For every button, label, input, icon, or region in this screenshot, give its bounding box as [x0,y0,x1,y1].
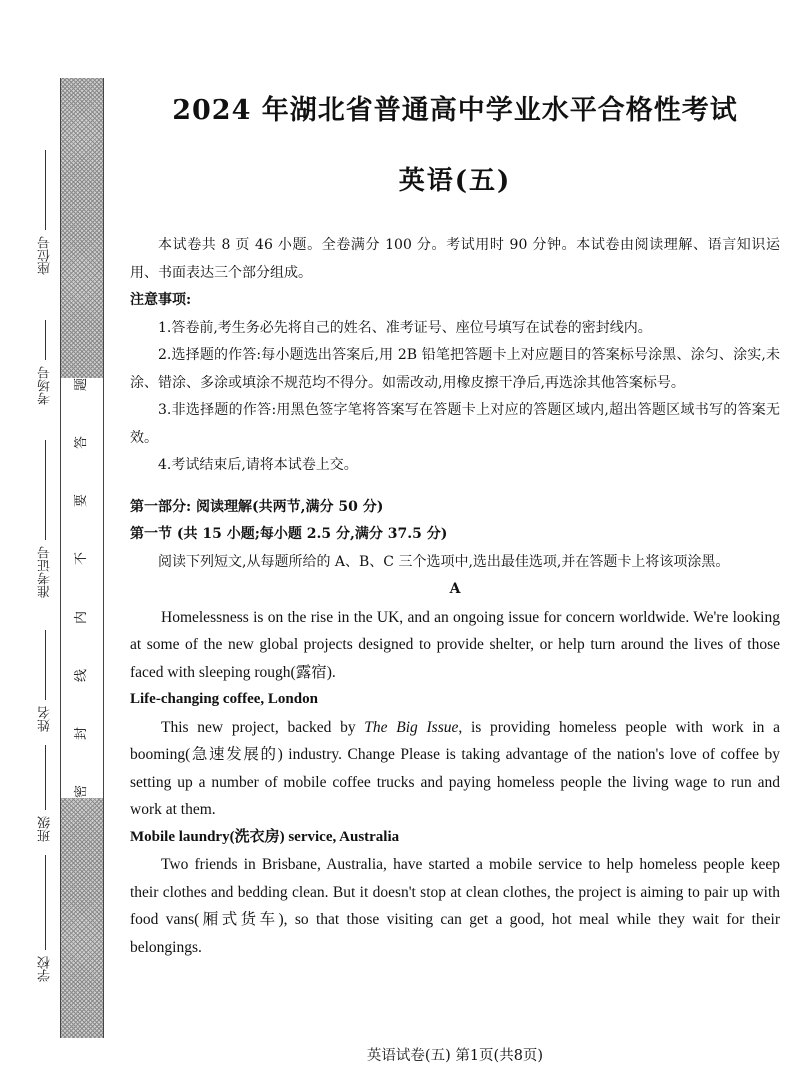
passage-paragraph: Homelessness is on the rise in the UK, and an ongoing issue for concern worldwide. We're looking at some of the new global projects designed to provide shelter, or help turn around the lives of those faced with sleeping rough(露宿). [130,608,780,681]
school-label: 学校 [37,956,53,982]
passage-paragraph [130,714,780,824]
seal-char: 内 [74,610,90,624]
section1-heading: 第一节 (共 15 小题;每小题 2.5 分,满分 37.5 分) [130,526,448,542]
intro-paragraph: 本试卷共 8 页 46 小题。全卷满分 100 分。考试用时 90 分钟。本试卷由阅读理解、语言知识运用、书面表达三个部分组成。 [130,237,780,281]
note-item: 1.答卷前,考生务必先将自己的姓名、准考证号、座位号填写在试卷的密封线内。 [158,319,652,336]
exam-room-line [45,320,46,360]
name-line [45,630,46,700]
paragraph-text: This new project, backed by [161,718,365,736]
page-title: 2024 年湖北省普通高中学业水平合格性考试 [172,95,738,126]
school-field [30,855,60,985]
seal-hatch-bottom [61,798,103,1038]
name-field [30,630,60,735]
note-item: 2.选择题的作答:每小题选出答案后,用 2B 铅笔把答题卡上对应题目的答案标号涂黑、涂匀、涂实,未涂、错涂、多涂或填涂不规范均不得分。如需改动,用橡皮擦干净后,再选涂其他答案标号。 [130,347,780,391]
seat-number-label: 座位号 [37,236,53,275]
admission-number-field [30,440,60,625]
seal-char: 不 [74,552,90,566]
section1-instruction: 阅读下列短文,从每题所给的 A、B、C 三个选项中,选出最佳选项,并在答题卡上将该项涂黑。 [158,553,730,570]
passage-label: A [449,581,461,597]
seal-char: 封 [74,726,90,740]
seal-warning [61,378,103,798]
notes-heading: 注意事项: [130,292,192,308]
class-field [30,745,60,845]
exam-room-label: 考场号 [37,366,53,405]
paragraph-text: , is providing homeless people with work in a booming(急速发展的) industry. Change Please is taking advantage of the nation's love of coffee by setting up a number of mobile coffee trucks and paying homeless people the living wage to run and work at them. [130,718,780,818]
admission-number-label: 准考证号 [37,546,53,598]
seal-char: 密 [74,784,90,798]
seal-char: 题 [74,377,90,392]
class-label: 班级 [37,816,53,842]
exam-room-field [30,320,60,430]
page-body [130,232,780,961]
passage-subheading: Life-changing coffee, London [130,691,318,707]
seal-band [60,78,104,1038]
part1-heading: 第一部分: 阅读理解(共两节,满分 50 分) [130,498,384,515]
page-subtitle: 英语(五) [398,166,512,196]
class-line [45,745,46,810]
seat-number-field [30,150,60,315]
school-line [45,855,46,950]
seal-char: 要 [74,494,90,508]
admission-number-line [45,440,46,540]
seal-hatch-top [61,78,103,378]
seal-char: 答 [74,436,90,450]
passage-paragraph: Two friends in Brisbane, Australia, have started a mobile service to help homeless people keep their clothes and bedding clean. But it doesn't stop at clean clothes, the project is aiming to pair up with food vans(厢式货车), so that those visiting can get a good, hot meal while they wait for their belongings. [130,856,780,956]
note-item: 4.考试结束后,请将本试卷上交。 [158,457,358,473]
passage-subheading: Mobile laundry(洗衣房) service, Australia [130,828,400,845]
page-footer: 英语试卷(五) 第1页(共8页) [366,1048,544,1064]
note-item: 3.非选择题的作答:用黑色签字笔将答案写在答题卡上对应的答题区域内,超出答题区域书写的答案无效。 [130,402,780,446]
publication-title: The Big Issue [364,718,459,736]
name-label: 姓名 [37,706,53,732]
seal-char: 线 [74,668,90,682]
seat-number-line [45,150,46,230]
